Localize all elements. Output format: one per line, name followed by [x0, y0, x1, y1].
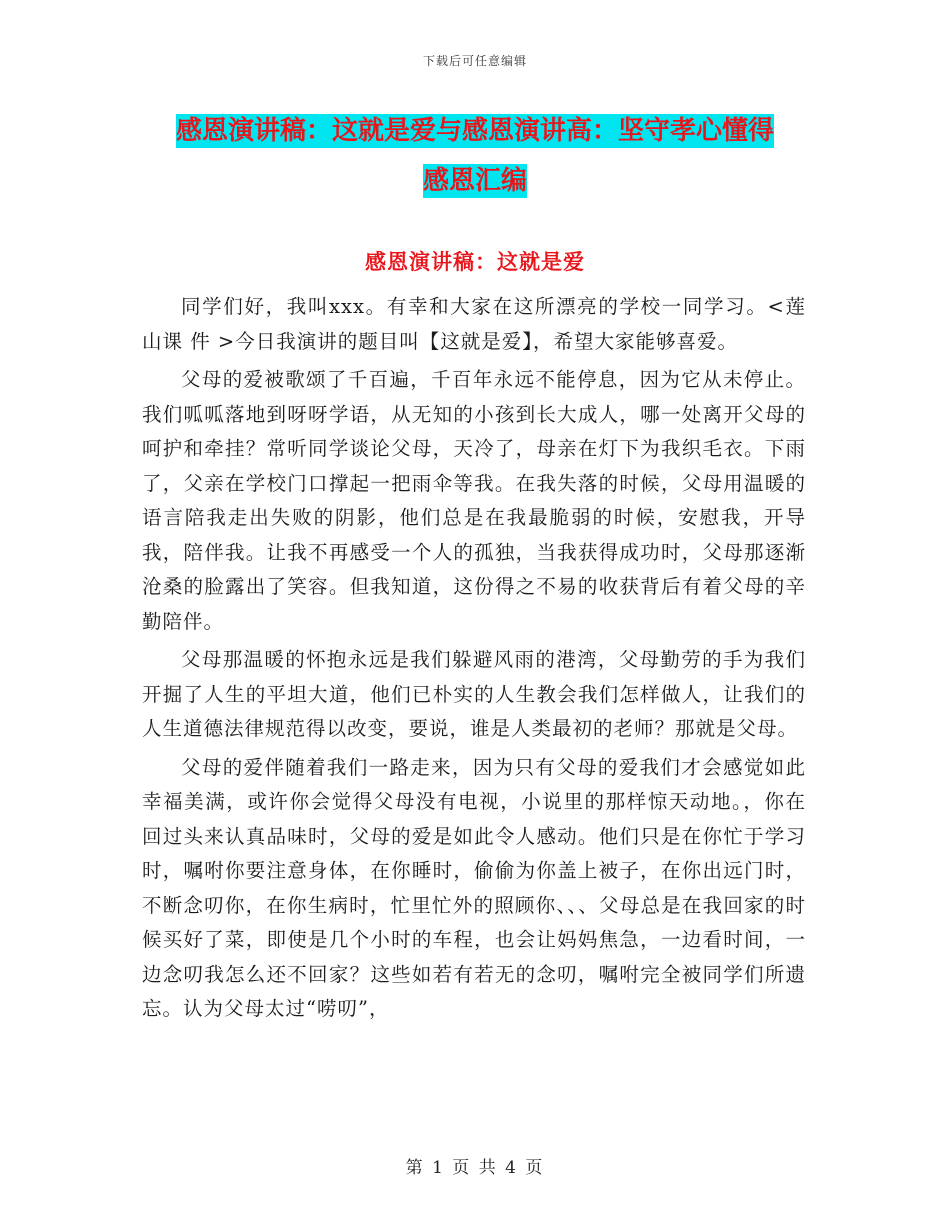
- paragraph: 父母那温暖的怀抱永远是我们躲避风雨的港湾，父母勤劳的手为我们开掘了人生的平坦大道，他们已朴实的人生教会我们怎样做人，让我们的人生道德法律规范得以改变，要说，谁是人类最初的老师？那就是父母。: [142, 648, 806, 740]
- document-body: [142, 290, 806, 1031]
- document-title-line-2: 感恩汇编: [422, 166, 527, 196]
- paragraph: 同学们好，我叫xxx。有幸和大家在这所漂亮的学校一同学习。<莲山课 件 >今日我演讲的题目叫【这就是爱】，希望大家能够喜爱。: [142, 295, 806, 353]
- page-number: 第 1 页 共 4 页: [405, 1158, 545, 1178]
- paragraph: 父母的爱伴随着我们一路走来，因为只有父母的爱我们才会感觉如此幸福美满，或许你会觉得父母没有电视，小说里的那样惊天动地。，你在回过头来认真品味时，父母的爱是如此令人感动。他们只是在你忙于学习时，嘱咐你要注意身体，在你睡时，偷偷为你盖上被子，在你出远门时，不断念叨你，在你生病时，忙里忙外的照顾你、、、父母总是在我回家的时候买好了菜，即使是几个小时的车程，也会让妈妈焦急，一边看时间，一边念叨我怎么还不回家？这些如若有若无的念叨，嘱咐完全被同学们所遗忘。认为父母太过“唠叨”，: [142, 755, 806, 1020]
- section-title: 感恩演讲稿：这就是爱: [365, 249, 585, 274]
- page-header-note: 下载后可任意编辑: [422, 54, 527, 68]
- document-title: [140, 106, 810, 206]
- paragraph: 父母的爱被歌颂了千百遍，千百年永远不能停息，因为它从未停止。我们呱呱落地到呀呀学语，从无知的小孩到长大成人，哪一处离开父母的呵护和牵挂？常听同学谈论父母，天冷了，母亲在灯下为我织毛衣。下雨了，父亲在学校门口撑起一把雨伞等我。在我失落的时候，父母用温暖的语言陪我走出失败的阴影，他们总是在我最脆弱的时候，安慰我，开导我，陪伴我。让我不再感受一个人的孤独，当我获得成功时，父母那逐渐沧桑的脸露出了笑容。但我知道，这份得之不易的收获背后有着父母的辛勤陪伴。: [142, 368, 806, 633]
- document-title-line-1: 感恩演讲稿：这就是爱与感恩演讲高：坚守孝心懂得: [175, 116, 774, 146]
